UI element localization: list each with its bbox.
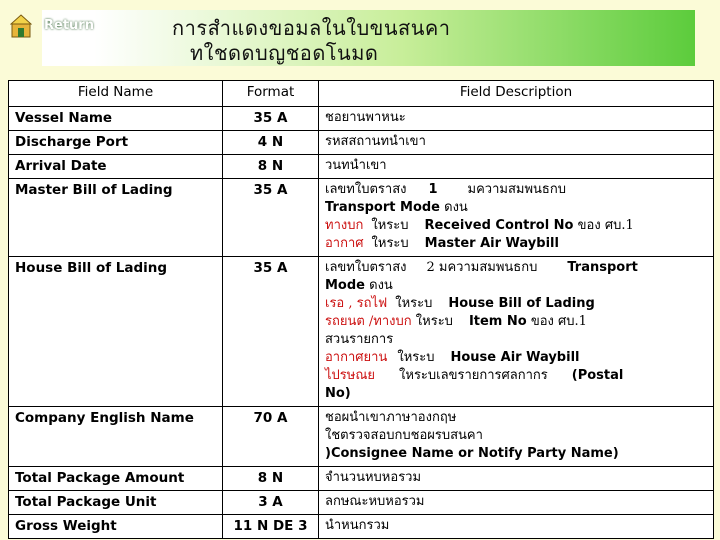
description-line: [325, 331, 707, 349]
description-line: ใชตรวจสอบกบชอผรบสนคา: [325, 428, 483, 443]
description-highlight: รถยนต /ทางบก: [325, 314, 412, 329]
description-cell: ชอยานพาหนะ: [319, 107, 714, 131]
column-header-field-description: Field Description: [319, 81, 714, 107]
description-highlight: เรอ , รถไฟ: [325, 296, 388, 311]
description-cell: ลกษณะหบหอรวม: [319, 491, 714, 515]
field-name-cell: Gross Weight: [9, 515, 223, 539]
format-cell: 3 A: [223, 491, 319, 515]
table-row: [9, 257, 714, 407]
description-text: Master Air Waybill: [424, 236, 559, 251]
table-row: [9, 407, 714, 467]
description-line: [325, 217, 707, 235]
description-line: ชอผนำเขาภาษาองกฤษ: [325, 410, 457, 425]
description-text: ดงน: [369, 278, 393, 293]
description-text: ใหระบ: [371, 236, 409, 251]
description-cell: รหสสถานทนำเขา: [319, 131, 714, 155]
column-header-format: Format: [223, 81, 319, 107]
column-header-field-name: Field Name: [9, 81, 223, 107]
description-text: Mode: [325, 278, 365, 293]
description-text: (Postal: [571, 368, 624, 383]
field-name-cell: Company English Name: [9, 407, 223, 467]
description-text: สวนรายการ: [325, 332, 394, 347]
description-text: ใหระบ: [371, 218, 409, 233]
description-highlight: ทางบก: [325, 218, 364, 233]
description-cell: จำนวนหบหอรวม: [319, 467, 714, 491]
description-text: ของ ศบ.1: [577, 218, 634, 233]
description-line: [325, 313, 707, 331]
description-text: Transport Mode: [325, 200, 440, 215]
field-name-cell: Master Bill of Lading: [9, 179, 223, 257]
description-text: House Air Waybill: [450, 350, 580, 365]
description-text: มความสมพนธกบ: [467, 182, 566, 197]
description-text: ใหระบ: [397, 350, 435, 365]
description-cell: [319, 257, 714, 407]
field-name-cell: Discharge Port: [9, 131, 223, 155]
description-text: เลขทใบตราสง: [325, 260, 407, 275]
field-name-cell: Total Package Unit: [9, 491, 223, 515]
format-cell: 70 A: [223, 407, 319, 467]
table-row: [9, 491, 714, 515]
description-line: [325, 349, 707, 367]
description-line: [325, 199, 707, 217]
format-cell: 35 A: [223, 257, 319, 407]
description-cell: [319, 407, 714, 467]
page-title-line-1: การสำแดงขอมลในใบขนสนคา: [172, 16, 451, 40]
description-text: House Bill of Lading: [448, 296, 595, 311]
description-highlight: อากาศยาน: [325, 350, 388, 365]
table-row: [9, 107, 714, 131]
description-text: เลขทใบตราสง: [325, 182, 407, 197]
field-name-cell: Arrival Date: [9, 155, 223, 179]
format-cell: 35 A: [223, 107, 319, 131]
description-cell: นำหนกรวม: [319, 515, 714, 539]
table-row: [9, 179, 714, 257]
page-title: [172, 16, 592, 66]
description-text: ใหระบ: [395, 296, 433, 311]
description-text: )Consignee Name or Notify Party Name): [325, 446, 619, 461]
description-line: [325, 277, 707, 295]
description-text: ใหระบ: [415, 314, 453, 329]
page-title-line-2: ทใชดดบญชอดโนมด: [190, 41, 379, 65]
description-highlight: อากาศ: [325, 236, 364, 251]
table-row: [9, 131, 714, 155]
return-button[interactable]: [10, 6, 105, 42]
description-line: [325, 295, 707, 313]
description-text: Transport: [567, 260, 638, 275]
description-text: ใหระบเลขรายการศลกากร: [399, 368, 548, 383]
field-name-cell: Vessel Name: [9, 107, 223, 131]
table-row: [9, 155, 714, 179]
description-cell: [319, 179, 714, 257]
field-table: [8, 80, 714, 539]
description-text: ของ ศบ.1: [530, 314, 587, 329]
return-label: Return: [44, 18, 94, 33]
description-line: [325, 445, 707, 463]
table-row: [9, 515, 714, 539]
description-text: 2 มความสมพนธกบ: [426, 260, 538, 275]
description-line: [325, 259, 707, 277]
description-line: [325, 367, 707, 385]
description-text: Received Control No: [424, 218, 574, 233]
format-cell: 8 N: [223, 155, 319, 179]
format-cell: 35 A: [223, 179, 319, 257]
format-cell: 4 N: [223, 131, 319, 155]
description-highlight: ไปรษณย: [325, 368, 376, 383]
format-cell: 11 N DE 3: [223, 515, 319, 539]
description-text: Item No: [468, 314, 527, 329]
format-cell: 8 N: [223, 467, 319, 491]
description-text: 1: [428, 182, 438, 197]
table-row: [9, 467, 714, 491]
description-text: No): [325, 386, 351, 401]
description-text: ดงน: [444, 200, 468, 215]
table-header-row: [9, 81, 714, 107]
description-cell: วนทนำเขา: [319, 155, 714, 179]
description-line: [325, 385, 707, 403]
description-line: [325, 235, 707, 253]
field-name-cell: Total Package Amount: [9, 467, 223, 491]
return-arrow-icon: [10, 14, 32, 38]
description-line: [325, 181, 707, 199]
field-name-cell: House Bill of Lading: [9, 257, 223, 407]
